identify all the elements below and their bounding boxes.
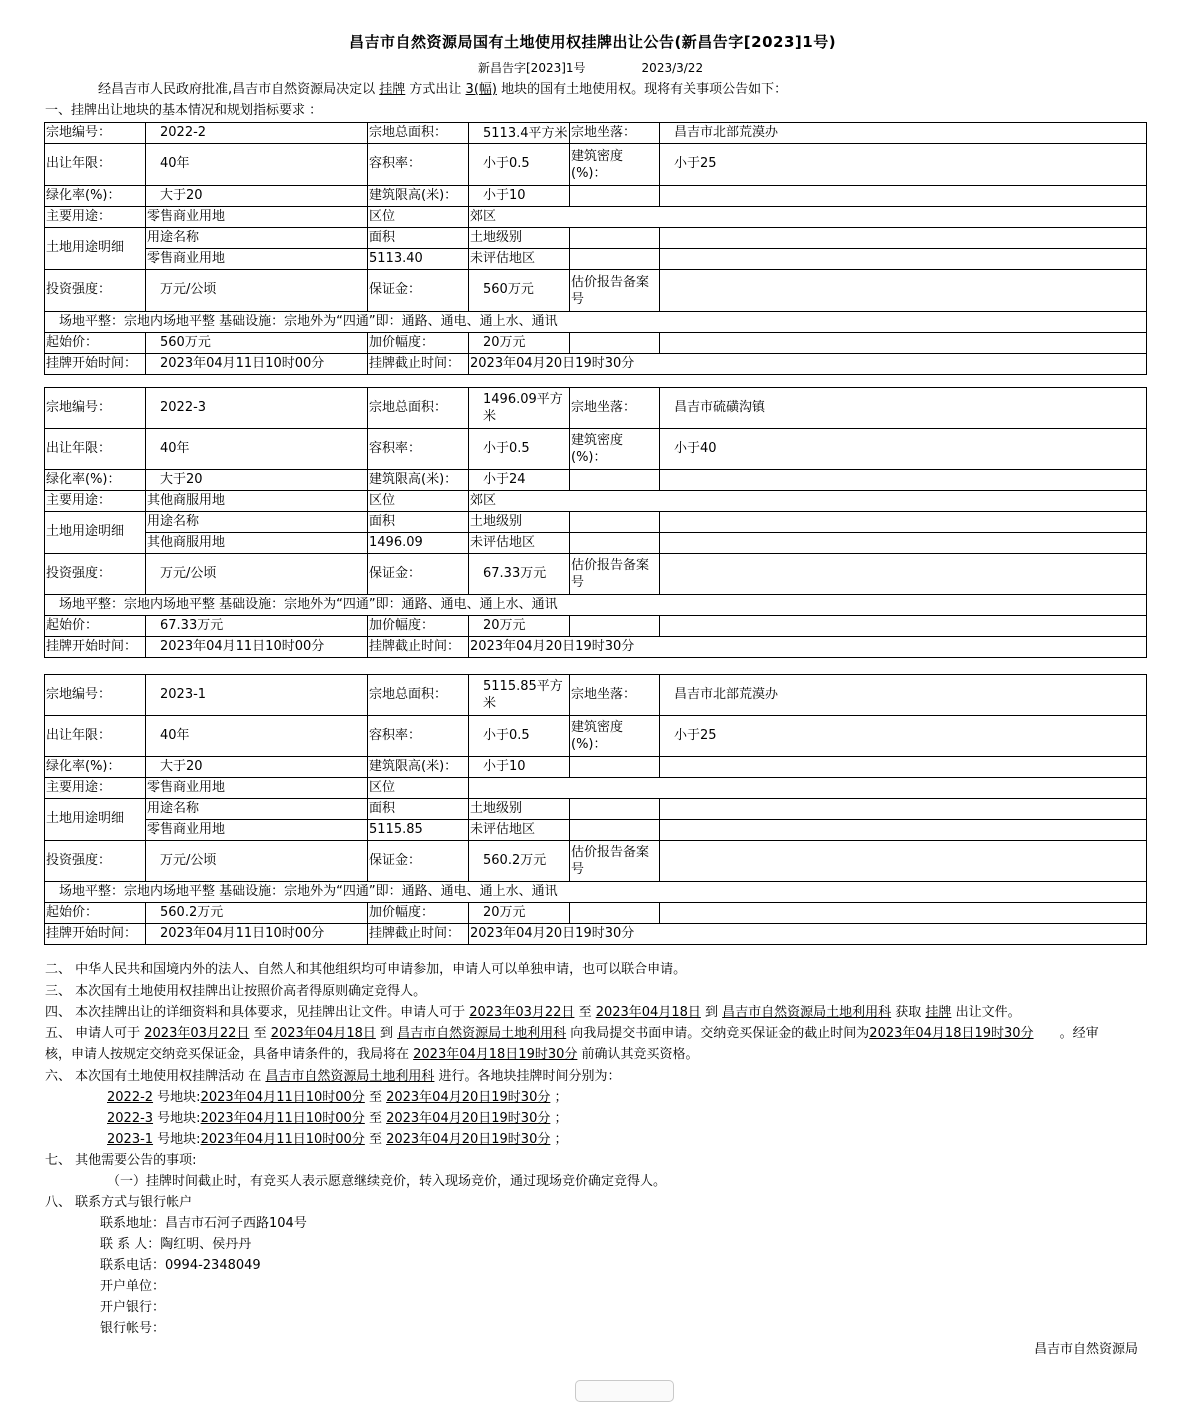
table-cell (570, 186, 660, 207)
intro-method: 挂牌 (379, 82, 406, 97)
table-cell: 小于0.5 (469, 144, 570, 186)
table-cell: 560.2万元 (146, 903, 368, 924)
table-cell: 560.2万元 (469, 841, 570, 882)
table-cell: 40年 (146, 429, 368, 470)
table-cell: 5113.4平方米 (469, 123, 570, 144)
table-cell (469, 778, 1147, 799)
table-cell: 加价幅度： (368, 333, 469, 354)
date-link: 2023年04月11日10时00分 (200, 1090, 365, 1105)
table-cell: 郊区 (469, 491, 1147, 512)
table-cell: 绿化率(%)： (45, 470, 146, 491)
org-link: 昌吉市自然资源局土地利用科 (397, 1026, 567, 1041)
schedule-item (107, 1090, 568, 1106)
table-cell: 宗地坐落： (570, 675, 660, 716)
table-cell (570, 820, 660, 841)
table-cell: 宗地编号： (45, 388, 146, 429)
table-cell (660, 249, 1147, 270)
org-link: 昌吉市自然资源局土地利用科 (722, 1005, 892, 1020)
table-cell: 小于0.5 (469, 716, 570, 757)
table-cell: 挂牌截止时间： (368, 924, 469, 945)
intro-text: 经昌吉市人民政府批准,昌吉市自然资源局决定以 (98, 82, 380, 97)
table-cell: 建筑密度(%)： (570, 716, 660, 757)
intro-count: 3(幅) (465, 82, 497, 97)
schedule-text: 至 (364, 1132, 387, 1147)
parcel-link: 2022-3 (107, 1111, 154, 1126)
table-cell: 面积 (368, 228, 469, 249)
table-cell: 保证金： (368, 270, 469, 312)
table-cell: 5115.85 (368, 820, 469, 841)
org-link: 昌吉市自然资源局土地利用科 (265, 1069, 435, 1084)
parcel-table (44, 122, 1147, 375)
table-cell: 用途名称 (146, 228, 368, 249)
table-cell: 建筑密度(%)： (570, 429, 660, 470)
table-cell: 大于20 (146, 186, 368, 207)
table-cell (570, 333, 660, 354)
table-cell: 投资强度： (45, 270, 146, 312)
table-cell: 估价报告备案号 (570, 841, 660, 882)
date-link: 2023年04月18日19时30分 (413, 1047, 578, 1062)
table-cell: 宗地总面积： (368, 123, 469, 144)
date-link: 2023年04月20日19时30分 (386, 1111, 551, 1126)
table-cell: 宗地编号： (45, 123, 146, 144)
table-cell: 容积率： (368, 716, 469, 757)
section-4: 四、 本次挂牌出让的详细资料和具体要求，见挂牌出让文件。申请人可于 2023年03月22日 至 2023年04月18日 到 昌吉市自然资源局土地利用科 获取 挂牌 出让文件。 (45, 1005, 1021, 1020)
table-cell: 1496.09 (368, 533, 469, 554)
table-cell (570, 249, 660, 270)
table-cell (660, 533, 1147, 554)
parcel-link: 2023-1 (107, 1132, 154, 1147)
doc-meta (478, 61, 703, 76)
table-cell: 挂牌截止时间： (368, 354, 469, 375)
schedule-text: 至 (364, 1111, 387, 1126)
table-cell: 昌吉市北部荒漠办 (660, 123, 1147, 144)
table-cell: 小于25 (660, 716, 1147, 757)
schedule-text: ； (550, 1090, 568, 1105)
table-cell: 2023年04月20日19时30分 (469, 637, 1147, 658)
table-cell: 保证金： (368, 841, 469, 882)
signature: 昌吉市自然资源局 (1034, 1342, 1139, 1357)
table-cell: 面积 (368, 799, 469, 820)
table-cell: 67.33万元 (146, 616, 368, 637)
table-cell: 主要用途： (45, 207, 146, 228)
table-cell: 区位 (368, 207, 469, 228)
table-cell (660, 270, 1147, 312)
intro-text: 方式出让 (405, 82, 466, 97)
schedule-text: ； (550, 1132, 568, 1147)
bank-unit: 开户单位： (100, 1279, 166, 1294)
table-cell: 场地平整：宗地内场地平整 基础设施：宗地外为“四通”即：通路、通电、通上水、通讯 (45, 312, 1147, 333)
table-cell (570, 903, 660, 924)
table-cell: 面积 (368, 512, 469, 533)
table-cell (660, 757, 1147, 778)
contact-phone: 联系电话：0994-2348049 (100, 1258, 261, 1273)
schedule-text: ； (550, 1111, 568, 1126)
table-cell: 昌吉市北部荒漠办 (660, 675, 1147, 716)
table-cell: 其他商服用地 (146, 491, 368, 512)
section-1-heading: 一、挂牌出让地块的基本情况和规划指标要求 ： (45, 103, 323, 118)
parcel-link: 2022-2 (107, 1090, 154, 1105)
table-cell: 20万元 (469, 616, 570, 637)
table-cell: 5113.40 (368, 249, 469, 270)
table-cell: 土地级别 (469, 228, 570, 249)
table-cell: 2023年04月20日19时30分 (469, 924, 1147, 945)
table-cell: 土地用途明细 (45, 799, 146, 841)
table-cell: 昌吉市硫磺沟镇 (660, 388, 1147, 429)
bank-account: 银行帐号： (100, 1321, 166, 1336)
table-cell: 投资强度： (45, 554, 146, 595)
table-cell: 区位 (368, 778, 469, 799)
date-link: 2023年04月20日19时30分 (386, 1132, 551, 1147)
table-cell: 建筑限高(米)： (368, 757, 469, 778)
table-cell: 560万元 (469, 270, 570, 312)
table-cell (570, 799, 660, 820)
table-cell: 投资强度： (45, 841, 146, 882)
table-cell: 建筑限高(米)： (368, 470, 469, 491)
schedule-text: 号地块: (153, 1111, 201, 1126)
table-cell: 零售商业用地 (146, 820, 368, 841)
schedule-text: 号地块: (153, 1090, 201, 1105)
table-cell: 宗地坐落： (570, 123, 660, 144)
table-cell (660, 333, 1147, 354)
table-cell: 建筑密度(%)： (570, 144, 660, 186)
table-cell (570, 533, 660, 554)
section-7: 七、 其他需要公告的事项: (45, 1153, 197, 1168)
table-cell: 挂牌开始时间： (45, 354, 146, 375)
table-cell (570, 757, 660, 778)
table-cell: 土地用途明细 (45, 512, 146, 554)
table-cell: 出让年限： (45, 716, 146, 757)
doc-date: 2023/3/22 (641, 61, 704, 75)
table-cell (660, 554, 1147, 595)
table-cell: 小于24 (469, 470, 570, 491)
table-cell (660, 186, 1147, 207)
contact-person: 联 系 人：陶红明、侯丹丹 (100, 1237, 252, 1252)
table-cell: 万元/公顷 (146, 554, 368, 595)
table-cell: 估价报告备案号 (570, 270, 660, 312)
section-8: 八、 联系方式与银行帐户 (45, 1195, 193, 1210)
table-cell: 1496.09平方米 (469, 388, 570, 429)
table-cell: 大于20 (146, 757, 368, 778)
table-cell: 67.33万元 (469, 554, 570, 595)
method-link: 挂牌 (925, 1005, 952, 1020)
table-cell (660, 841, 1147, 882)
table-cell: 场地平整：宗地内场地平整 基础设施：宗地外为“四通”即：通路、通电、通上水、通讯 (45, 595, 1147, 616)
parcel-table (44, 674, 1147, 945)
table-cell: 起始价： (45, 333, 146, 354)
schedule-item (107, 1132, 568, 1148)
table-cell: 宗地坐落： (570, 388, 660, 429)
table-cell: 560万元 (146, 333, 368, 354)
table-cell: 挂牌开始时间： (45, 637, 146, 658)
table-cell: 保证金： (368, 554, 469, 595)
table-cell: 加价幅度： (368, 616, 469, 637)
intro-text: 地块的国有土地使用权。现将有关事项公告如下： (496, 82, 788, 97)
table-cell: 零售商业用地 (146, 778, 368, 799)
table-cell: 2023年04月11日10时00分 (146, 637, 368, 658)
table-cell: 主要用途： (45, 491, 146, 512)
table-cell: 绿化率(%)： (45, 186, 146, 207)
table-cell (660, 820, 1147, 841)
table-cell: 2022-2 (146, 123, 368, 144)
table-cell: 20万元 (469, 903, 570, 924)
date-link: 2023年04月11日10时00分 (200, 1132, 365, 1147)
table-cell: 挂牌开始时间： (45, 924, 146, 945)
schedule-item (107, 1111, 568, 1127)
date-link: 2023年03月22日 (469, 1005, 575, 1020)
table-cell: 主要用途： (45, 778, 146, 799)
section-3: 三、 本次国有土地使用权挂牌出让按照价高者得原则确定竞得人。 (45, 984, 427, 999)
table-cell (660, 799, 1147, 820)
table-cell: 容积率： (368, 144, 469, 186)
table-cell (660, 512, 1147, 533)
table-cell: 万元/公顷 (146, 270, 368, 312)
table-cell: 区位 (368, 491, 469, 512)
table-cell: 建筑限高(米)： (368, 186, 469, 207)
contact-address: 联系地址：昌吉市石河子西路104号 (100, 1216, 307, 1231)
section-2: 二、 中华人民共和国境内外的法人、自然人和其他组织均可申请参加，申请人可以单独申请，也可以联合申请。 (45, 962, 687, 977)
table-cell (570, 228, 660, 249)
table-cell: 场地平整：宗地内场地平整 基础设施：宗地外为“四通”即：通路、通电、通上水、通讯 (45, 882, 1147, 903)
table-cell: 5115.85平方米 (469, 675, 570, 716)
table-cell (660, 903, 1147, 924)
table-cell: 2023-1 (146, 675, 368, 716)
table-cell: 20万元 (469, 333, 570, 354)
section-5: 五、 申请人可于 2023年03月22日 至 2023年04月18日 到 昌吉市自然资源局土地利用科 向我局提交书面申请。交纳竞买保证金的截止时间为2023年04月18日19时30分 。经审 (45, 1026, 1099, 1041)
table-cell: 小于10 (469, 757, 570, 778)
table-cell: 大于20 (146, 470, 368, 491)
table-cell: 2023年04月11日10时00分 (146, 354, 368, 375)
table-cell: 小于40 (660, 429, 1147, 470)
table-cell (660, 616, 1147, 637)
table-cell: 土地级别 (469, 512, 570, 533)
section-5-cont: 核，申请人按规定交纳竞买保证金，具备申请条件的，我局将在 2023年04月18日19时30分 前确认其竞买资格。 (45, 1047, 699, 1062)
date-link: 2023年04月18日 (270, 1026, 376, 1041)
schedule-text: 至 (364, 1090, 387, 1105)
table-cell: 容积率： (368, 429, 469, 470)
table-cell: 土地用途明细 (45, 228, 146, 270)
table-cell: 40年 (146, 716, 368, 757)
table-cell: 加价幅度： (368, 903, 469, 924)
table-cell: 零售商业用地 (146, 207, 368, 228)
table-cell: 出让年限： (45, 429, 146, 470)
table-cell (570, 616, 660, 637)
intro-paragraph (98, 82, 787, 98)
parcel-table (44, 387, 1147, 658)
table-cell: 土地级别 (469, 799, 570, 820)
table-cell: 万元/公顷 (146, 841, 368, 882)
date-link: 2023年04月18日19时30分 (869, 1026, 1034, 1041)
table-cell: 起始价： (45, 616, 146, 637)
table-cell: 宗地编号： (45, 675, 146, 716)
table-cell: 宗地总面积： (368, 675, 469, 716)
table-cell: 绿化率(%)： (45, 757, 146, 778)
table-cell: 用途名称 (146, 799, 368, 820)
page-title: 昌吉市自然资源局国有土地使用权挂牌出让公告(新昌告字[2023]1号) (348, 33, 837, 51)
date-link: 2023年04月20日19时30分 (386, 1090, 551, 1105)
date-link: 2023年03月22日 (144, 1026, 250, 1041)
table-cell: 未评估地区 (469, 533, 570, 554)
table-cell: 其他商服用地 (146, 533, 368, 554)
table-cell: 零售商业用地 (146, 249, 368, 270)
section-7-item: （一）挂牌时间截止时，有竞买人表示愿意继续竞价，转入现场竞价，通过现场竞价确定竞得人。 (107, 1174, 667, 1189)
table-cell: 出让年限： (45, 144, 146, 186)
doc-number: 新昌告字[2023]1号 (478, 61, 586, 75)
section-6: 六、 本次国有土地使用权挂牌活动 在 昌吉市自然资源局土地利用科 进行。各地块挂牌时间分别为： (45, 1069, 621, 1084)
table-cell: 宗地总面积： (368, 388, 469, 429)
table-cell: 2022-3 (146, 388, 368, 429)
date-link: 2023年04月18日 (595, 1005, 701, 1020)
table-cell: 起始价： (45, 903, 146, 924)
table-cell (570, 470, 660, 491)
table-cell: 小于10 (469, 186, 570, 207)
table-cell (660, 470, 1147, 491)
table-cell (570, 512, 660, 533)
table-cell: 用途名称 (146, 512, 368, 533)
table-cell: 未评估地区 (469, 249, 570, 270)
table-cell: 小于25 (660, 144, 1147, 186)
table-cell (660, 228, 1147, 249)
schedule-text: 号地块: (153, 1132, 201, 1147)
table-cell: 挂牌截止时间： (368, 637, 469, 658)
table-cell: 郊区 (469, 207, 1147, 228)
table-cell: 估价报告备案号 (570, 554, 660, 595)
table-cell: 小于0.5 (469, 429, 570, 470)
table-cell: 未评估地区 (469, 820, 570, 841)
page-button[interactable] (575, 1380, 674, 1402)
table-cell: 2023年04月11日10时00分 (146, 924, 368, 945)
table-cell: 2023年04月20日19时30分 (469, 354, 1147, 375)
date-link: 2023年04月11日10时00分 (200, 1111, 365, 1126)
table-cell: 40年 (146, 144, 368, 186)
bank-name: 开户银行： (100, 1300, 166, 1315)
